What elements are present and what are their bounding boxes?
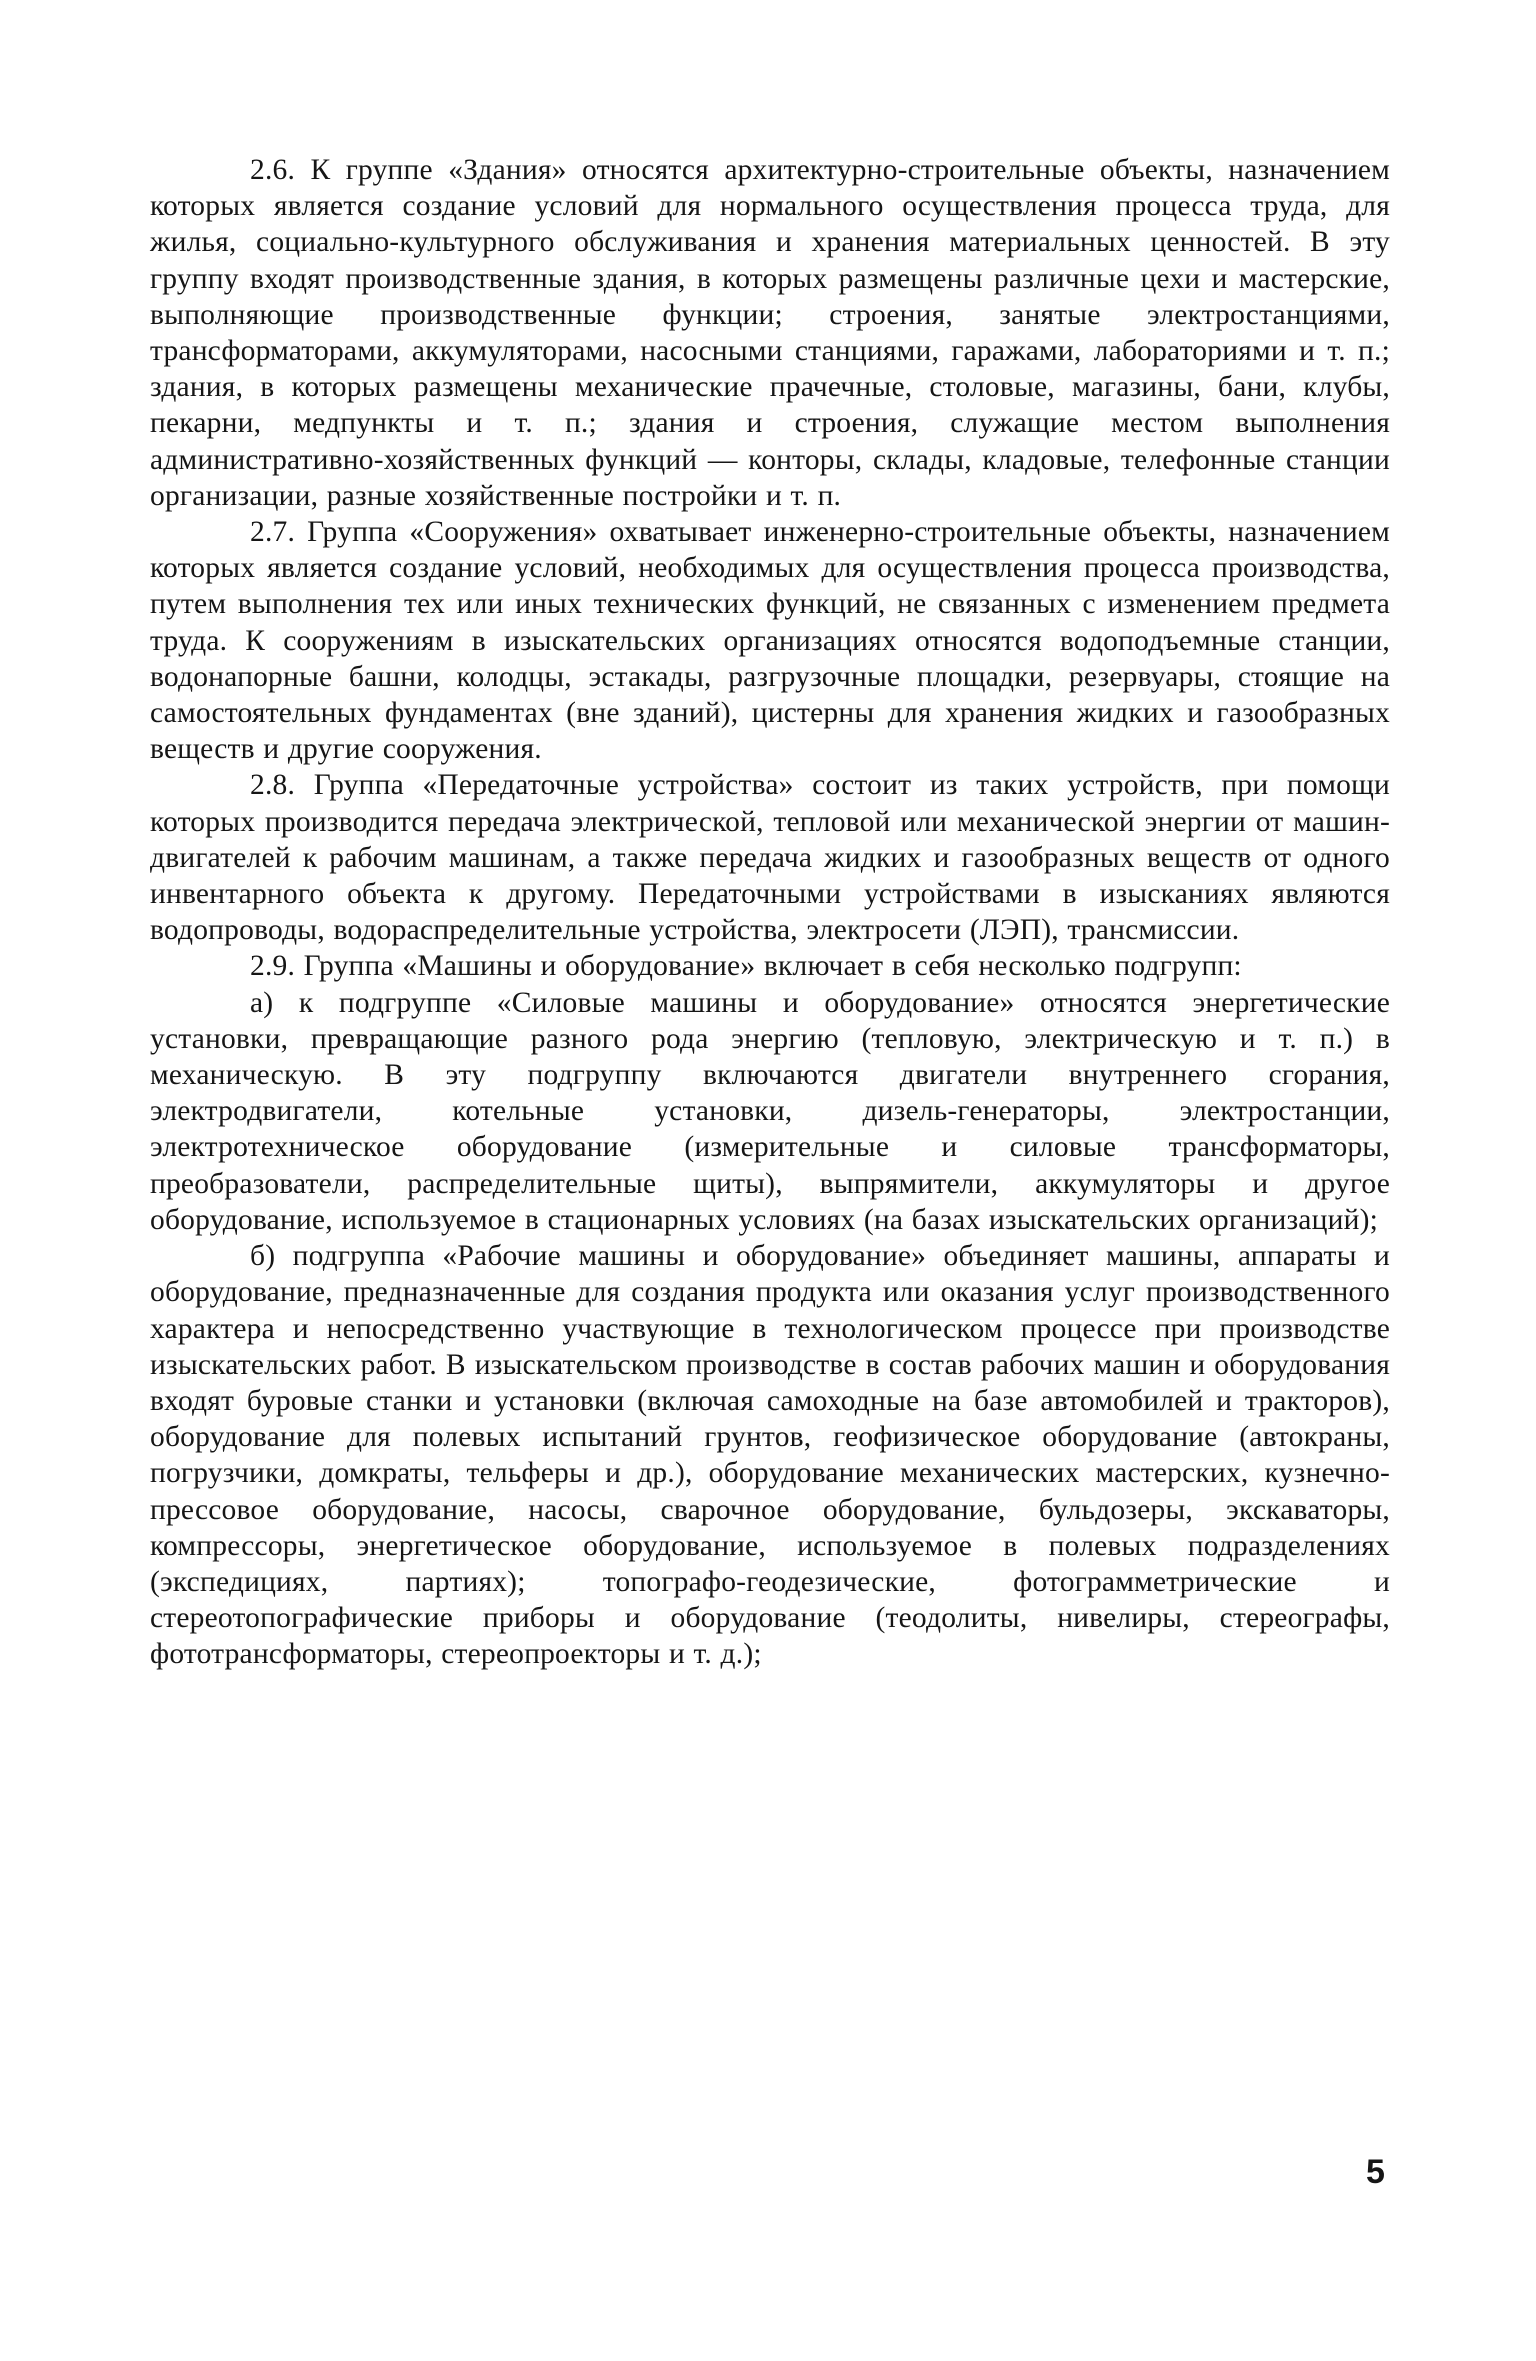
section-text: Группа «Сооружения» охватывает инженерно-строительные объекты, назначением которых является создание условий, необходимых для осуществления процесса производства, путем выполнения тех или иных технических функций, не связанных с изменением предмета труда. К сооружениям в изыскательских организациях относятся водоподъемные станции, водонапорные башни, колодцы, эстакады, разгрузочные площадки, резервуары, стоящие на самостоятельных фундаментах (вне зданий), цистерны для хранения жидких и газообразных веществ и другие сооружения. — [150, 516, 1391, 766]
page-body — [150, 152, 1390, 1673]
section-text: Группа «Машины и оборудование» включает в себя несколько подгрупп: — [303, 950, 1242, 983]
section-2-9 — [150, 948, 1390, 984]
page-number: 5 — [1366, 2153, 1385, 2191]
section-number: 2.8. — [250, 769, 296, 802]
section-2-6 — [150, 152, 1390, 514]
section-2-8 — [150, 767, 1390, 948]
section-text: Группа «Передаточные устройства» состоит из таких устройств, при помощи которых производится передача электрической, тепловой или механической энергии от машин-двигателей к рабочим машинам, а также передача жидких и газообразных веществ от одного инвентарного объекта к другому. Передаточными устройствами в изысканиях являются водопроводы, водораспределительные устройства, электросети (ЛЭП), трансмиссии. — [150, 769, 1391, 947]
subitem-b: б) подгруппа «Рабочие машины и оборудование» объединяет машины, аппараты и оборудование, предназначенные для создания продукта или оказания услуг производственного характера и непосредственно участвующие в технологическом процессе при производстве изыскательских работ. В изыскательском производстве в состав рабочих машин и оборудования входят буровые станки и установки (включая самоходные на базе автомобилей и тракторов), оборудование для полевых испытаний грунтов, геофизическое оборудование (автокраны, погрузчики, домкраты, тельферы и др.), оборудование механических мастерских, кузнечно-прессовое оборудование, насосы, сварочное оборудование, бульдозеры, экскаваторы, компрессоры, энергетическое оборудование, используемое в полевых подразделениях (экспедициях, партиях); топографо-геодезические, фотограмметрические и стереотопографические приборы и оборудование (теодолиты, нивелиры, стереографы, фототрансформаторы, стереопроекторы и т. д.); — [150, 1240, 1390, 1671]
section-2-7 — [150, 514, 1390, 767]
section-text: К группе «Здания» относятся архитектурно-строительные объекты, назначением которых является создание условий для нормального осуществления процесса труда, для жилья, социально-культурного обслуживания и хранения материальных ценностей. В эту группу входят производственные здания, в которых размещены различные цехи и мастерские, выполняющие производственные функции; строения, занятые электростанциями, трансформаторами, аккумуляторами, насосными станциями, гаражами, лабораториями и т. п.; здания, в которых размещены механические прачечные, столовые, магазины, бани, клубы, пекарни, медпункты и т. п.; здания и строения, служащие местом выполнения административно-хозяйственных функций — конторы, склады, кладовые, телефонные станции организации, разные хозяйственные постройки и т. п. — [150, 154, 1390, 512]
section-number: 2.7. — [250, 516, 296, 549]
section-number: 2.6. — [250, 154, 296, 186]
section-number: 2.9. — [250, 950, 296, 983]
subitem-a: а) к подгруппе «Силовые машины и оборудование» относятся энергетические установки, превращающие разного рода энергию (тепловую, электрическую и т. п.) в механическую. В эту подгруппу включаются двигатели внутреннего сгорания, электродвигатели, котельные установки, дизель-генераторы, электростанции, электротехническое оборудование (измерительные и силовые трансформаторы, преобразователи, распределительные щиты), выпрямители, аккумуляторы и другое оборудование, используемое в стационарных условиях (на базах изыскательских организаций); — [150, 986, 1390, 1236]
